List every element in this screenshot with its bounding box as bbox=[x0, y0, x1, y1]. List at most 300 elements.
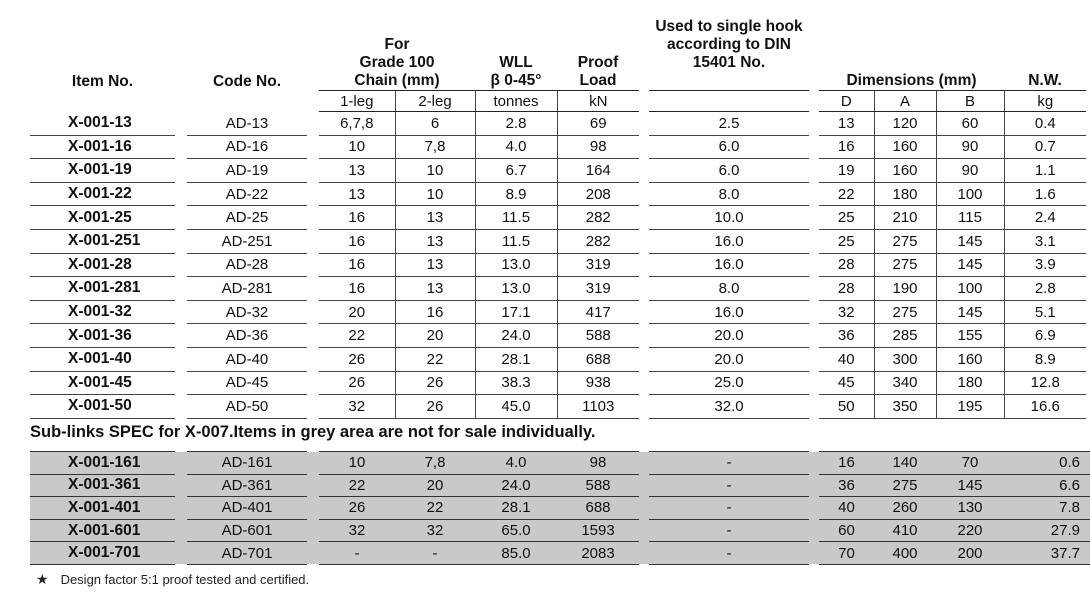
spacer-cell bbox=[639, 395, 649, 419]
cell-hook: 2.5 bbox=[649, 112, 809, 136]
table-row bbox=[30, 371, 1086, 395]
cell-leg2: 16 bbox=[395, 300, 475, 324]
spacer-cell bbox=[639, 519, 649, 542]
cell-wll: 13.0 bbox=[475, 277, 557, 301]
cell-a: 285 bbox=[874, 324, 936, 348]
spacer-cell bbox=[175, 324, 187, 348]
cell-code: AD-36 bbox=[187, 324, 307, 348]
cell-hook: 16.0 bbox=[649, 253, 809, 277]
sub-links-table bbox=[30, 451, 1090, 565]
unit-b: B bbox=[936, 91, 1004, 112]
cell-item: X-001-281 bbox=[30, 277, 175, 301]
cell-nw: 0.4 bbox=[1004, 112, 1086, 136]
cell-code: AD-40 bbox=[187, 347, 307, 371]
spacer-cell bbox=[175, 159, 187, 183]
spacer-cell bbox=[307, 542, 319, 565]
cell-b: 130 bbox=[936, 497, 1004, 520]
cell-leg2: 26 bbox=[395, 395, 475, 419]
cell-b: 100 bbox=[936, 277, 1004, 301]
cell-item: X-001-28 bbox=[30, 253, 175, 277]
cell-leg2: 20 bbox=[395, 474, 475, 497]
cell-wll: 4.0 bbox=[475, 135, 557, 159]
cell-wll: 28.1 bbox=[475, 497, 557, 520]
spacer-cell bbox=[307, 277, 319, 301]
cell-hook: 8.0 bbox=[649, 182, 809, 206]
cell-nw: 5.1 bbox=[1004, 300, 1086, 324]
cell-proof: 69 bbox=[557, 112, 639, 136]
unit-d: D bbox=[819, 91, 874, 112]
spacer-cell bbox=[175, 135, 187, 159]
cell-leg2: 20 bbox=[395, 324, 475, 348]
cell-d: 32 bbox=[819, 300, 874, 324]
cell-b: 180 bbox=[936, 371, 1004, 395]
spacer-cell bbox=[307, 206, 319, 230]
cell-proof: 319 bbox=[557, 253, 639, 277]
cell-b: 90 bbox=[936, 135, 1004, 159]
cell-d: 16 bbox=[819, 135, 874, 159]
cell-item: X-001-25 bbox=[30, 206, 175, 230]
cell-leg1: 32 bbox=[319, 519, 395, 542]
cell-item: X-001-251 bbox=[30, 229, 175, 253]
cell-code: AD-16 bbox=[187, 135, 307, 159]
cell-d: 25 bbox=[819, 229, 874, 253]
cell-a: 275 bbox=[874, 253, 936, 277]
cell-a: 190 bbox=[874, 277, 936, 301]
cell-wll: 4.0 bbox=[475, 452, 557, 475]
cell-d: 16 bbox=[819, 452, 874, 475]
cell-leg2: 7,8 bbox=[395, 135, 475, 159]
cell-proof: 98 bbox=[557, 452, 639, 475]
cell-a: 210 bbox=[874, 206, 936, 230]
spacer-cell bbox=[639, 324, 649, 348]
spacer-cell bbox=[307, 371, 319, 395]
cell-item: X-001-40 bbox=[30, 347, 175, 371]
cell-hook: - bbox=[649, 452, 809, 475]
sub-table-row bbox=[30, 542, 1090, 565]
spacer-cell bbox=[639, 347, 649, 371]
cell-wll: 28.1 bbox=[475, 347, 557, 371]
unit-kg: kg bbox=[1004, 91, 1086, 112]
cell-proof: 164 bbox=[557, 159, 639, 183]
cell-leg2: 22 bbox=[395, 497, 475, 520]
cell-code: AD-361 bbox=[187, 474, 307, 497]
cell-leg1: 26 bbox=[319, 371, 395, 395]
cell-leg2: 13 bbox=[395, 277, 475, 301]
cell-leg1: 13 bbox=[319, 182, 395, 206]
cell-b: 70 bbox=[936, 452, 1004, 475]
header-row bbox=[30, 16, 1086, 91]
cell-b: 145 bbox=[936, 474, 1004, 497]
cell-d: 40 bbox=[819, 497, 874, 520]
spacer-cell bbox=[809, 159, 819, 183]
cell-hook: - bbox=[649, 497, 809, 520]
spacer-cell bbox=[175, 253, 187, 277]
cell-b: 145 bbox=[936, 300, 1004, 324]
cell-hook: 20.0 bbox=[649, 347, 809, 371]
table-body bbox=[30, 112, 1086, 419]
cell-a: 140 bbox=[874, 452, 936, 475]
spacer-cell bbox=[639, 135, 649, 159]
cell-leg1: 32 bbox=[319, 395, 395, 419]
cell-wll: 17.1 bbox=[475, 300, 557, 324]
cell-proof: 282 bbox=[557, 229, 639, 253]
cell-wll: 2.8 bbox=[475, 112, 557, 136]
table-row bbox=[30, 324, 1086, 348]
spacer-cell bbox=[639, 182, 649, 206]
cell-leg1: 13 bbox=[319, 159, 395, 183]
cell-proof: 208 bbox=[557, 182, 639, 206]
code-no-header: Code No. bbox=[212, 72, 282, 90]
cell-leg2: 7,8 bbox=[395, 452, 475, 475]
cell-d: 70 bbox=[819, 542, 874, 565]
cell-nw: 12.8 bbox=[1004, 371, 1086, 395]
cell-leg2: - bbox=[395, 542, 475, 565]
cell-nw: 16.6 bbox=[1004, 395, 1086, 419]
cell-hook: 25.0 bbox=[649, 371, 809, 395]
nw-header: N.W. bbox=[1028, 72, 1062, 89]
cell-leg1: 16 bbox=[319, 206, 395, 230]
unit-2-leg: 2-leg bbox=[395, 91, 475, 112]
spacer-cell bbox=[809, 300, 819, 324]
cell-nw: 2.4 bbox=[1004, 206, 1086, 230]
cell-proof: 319 bbox=[557, 277, 639, 301]
spacer-cell bbox=[639, 206, 649, 230]
cell-d: 40 bbox=[819, 347, 874, 371]
cell-item: X-001-161 bbox=[30, 452, 175, 475]
footnote-text: Design factor 5:1 proof tested and certified. bbox=[60, 572, 310, 587]
cell-item: X-001-32 bbox=[30, 300, 175, 324]
cell-leg1: - bbox=[319, 542, 395, 565]
spacer-cell bbox=[639, 277, 649, 301]
proof-load-header: Proof Load bbox=[577, 54, 619, 89]
spacer-cell bbox=[809, 395, 819, 419]
cell-b: 220 bbox=[936, 519, 1004, 542]
cell-code: AD-701 bbox=[187, 542, 307, 565]
cell-b: 115 bbox=[936, 206, 1004, 230]
unit-hook bbox=[649, 91, 809, 112]
cell-leg2: 13 bbox=[395, 253, 475, 277]
cell-wll: 11.5 bbox=[475, 229, 557, 253]
cell-code: AD-45 bbox=[187, 371, 307, 395]
spacer-cell bbox=[307, 300, 319, 324]
cell-proof: 588 bbox=[557, 324, 639, 348]
cell-a: 275 bbox=[874, 229, 936, 253]
spacer-cell bbox=[809, 474, 819, 497]
cell-hook: 32.0 bbox=[649, 395, 809, 419]
cell-wll: 45.0 bbox=[475, 395, 557, 419]
cell-d: 25 bbox=[819, 206, 874, 230]
spacer-cell bbox=[175, 542, 187, 565]
cell-wll: 6.7 bbox=[475, 159, 557, 183]
cell-a: 410 bbox=[874, 519, 936, 542]
table-row bbox=[30, 112, 1086, 136]
table-row bbox=[30, 253, 1086, 277]
cell-nw: 37.7 bbox=[1004, 542, 1090, 565]
spacer-cell bbox=[809, 253, 819, 277]
spacer-cell bbox=[307, 182, 319, 206]
spacer-cell bbox=[175, 395, 187, 419]
cell-leg2: 6 bbox=[395, 112, 475, 136]
cell-wll: 38.3 bbox=[475, 371, 557, 395]
cell-a: 260 bbox=[874, 497, 936, 520]
cell-nw: 6.6 bbox=[1004, 474, 1090, 497]
table-row bbox=[30, 159, 1086, 183]
spacer-cell bbox=[639, 452, 649, 475]
table-row bbox=[30, 229, 1086, 253]
cell-item: X-001-22 bbox=[30, 182, 175, 206]
spacer-cell bbox=[809, 347, 819, 371]
spec-table bbox=[30, 16, 1086, 419]
cell-b: 195 bbox=[936, 395, 1004, 419]
cell-nw: 3.1 bbox=[1004, 229, 1086, 253]
dimensions-header: Dimensions (mm) bbox=[846, 72, 977, 89]
spacer-cell bbox=[175, 206, 187, 230]
item-no-header: Item No. bbox=[71, 72, 134, 90]
cell-a: 160 bbox=[874, 159, 936, 183]
spacer-cell bbox=[307, 324, 319, 348]
cell-code: AD-401 bbox=[187, 497, 307, 520]
spacer-cell bbox=[175, 347, 187, 371]
cell-wll: 85.0 bbox=[475, 542, 557, 565]
cell-leg1: 22 bbox=[319, 474, 395, 497]
cell-leg1: 10 bbox=[319, 452, 395, 475]
cell-proof: 1103 bbox=[557, 395, 639, 419]
cell-wll: 65.0 bbox=[475, 519, 557, 542]
spacer-cell bbox=[809, 519, 819, 542]
cell-nw: 3.9 bbox=[1004, 253, 1086, 277]
cell-code: AD-251 bbox=[187, 229, 307, 253]
cell-wll: 11.5 bbox=[475, 206, 557, 230]
cell-d: 50 bbox=[819, 395, 874, 419]
cell-proof: 417 bbox=[557, 300, 639, 324]
unit-proof: kN bbox=[557, 91, 639, 112]
spacer-cell bbox=[307, 497, 319, 520]
cell-proof: 938 bbox=[557, 371, 639, 395]
spacer-cell bbox=[809, 135, 819, 159]
spacer-cell bbox=[809, 371, 819, 395]
spacer-cell bbox=[639, 229, 649, 253]
cell-b: 155 bbox=[936, 324, 1004, 348]
spacer-cell bbox=[307, 159, 319, 183]
cell-hook: 8.0 bbox=[649, 277, 809, 301]
cell-nw: 27.9 bbox=[1004, 519, 1090, 542]
spacer-cell bbox=[175, 519, 187, 542]
cell-a: 350 bbox=[874, 395, 936, 419]
cell-code: AD-601 bbox=[187, 519, 307, 542]
spacer-cell bbox=[809, 206, 819, 230]
cell-code: AD-161 bbox=[187, 452, 307, 475]
unit-1-leg: 1-leg bbox=[319, 91, 395, 112]
sub-links-title: Sub-links SPEC for X-007.Items in grey area are not for sale individually. bbox=[30, 423, 596, 441]
spacer-cell bbox=[307, 253, 319, 277]
cell-item: X-001-701 bbox=[30, 542, 175, 565]
cell-hook: 16.0 bbox=[649, 300, 809, 324]
spacer-cell bbox=[307, 347, 319, 371]
spacer-cell bbox=[175, 229, 187, 253]
table-row bbox=[30, 277, 1086, 301]
cell-code: AD-25 bbox=[187, 206, 307, 230]
sub-table-row bbox=[30, 519, 1090, 542]
cell-leg2: 13 bbox=[395, 206, 475, 230]
sub-links-body bbox=[30, 452, 1090, 565]
cell-nw: 1.6 bbox=[1004, 182, 1086, 206]
spacer-cell bbox=[809, 497, 819, 520]
cell-wll: 24.0 bbox=[475, 474, 557, 497]
cell-d: 28 bbox=[819, 253, 874, 277]
spacer-cell bbox=[307, 135, 319, 159]
cell-a: 160 bbox=[874, 135, 936, 159]
cell-hook: 6.0 bbox=[649, 135, 809, 159]
cell-wll: 8.9 bbox=[475, 182, 557, 206]
spacer-cell bbox=[809, 112, 819, 136]
cell-item: X-001-401 bbox=[30, 497, 175, 520]
cell-leg2: 10 bbox=[395, 182, 475, 206]
chain-header: For Grade 100 Chain (mm) bbox=[354, 36, 440, 89]
star-icon: ★ bbox=[36, 571, 49, 587]
cell-nw: 6.9 bbox=[1004, 324, 1086, 348]
spacer-cell bbox=[639, 371, 649, 395]
cell-hook: 20.0 bbox=[649, 324, 809, 348]
spacer-cell bbox=[175, 474, 187, 497]
cell-a: 275 bbox=[874, 474, 936, 497]
cell-code: AD-32 bbox=[187, 300, 307, 324]
spacer-cell bbox=[809, 277, 819, 301]
cell-item: X-001-601 bbox=[30, 519, 175, 542]
spacer-cell bbox=[175, 182, 187, 206]
cell-leg2: 26 bbox=[395, 371, 475, 395]
footnote bbox=[36, 571, 309, 588]
cell-nw: 1.1 bbox=[1004, 159, 1086, 183]
cell-item: X-001-36 bbox=[30, 324, 175, 348]
spacer-cell bbox=[639, 474, 649, 497]
cell-leg2: 13 bbox=[395, 229, 475, 253]
cell-nw: 2.8 bbox=[1004, 277, 1086, 301]
cell-a: 180 bbox=[874, 182, 936, 206]
spacer-cell bbox=[809, 182, 819, 206]
cell-item: X-001-361 bbox=[30, 474, 175, 497]
cell-a: 275 bbox=[874, 300, 936, 324]
spacer-cell bbox=[175, 497, 187, 520]
unit-a: A bbox=[874, 91, 936, 112]
cell-leg1: 16 bbox=[319, 253, 395, 277]
cell-d: 22 bbox=[819, 182, 874, 206]
table-row bbox=[30, 182, 1086, 206]
spacer-cell bbox=[175, 112, 187, 136]
cell-wll: 13.0 bbox=[475, 253, 557, 277]
cell-leg2: 10 bbox=[395, 159, 475, 183]
cell-d: 45 bbox=[819, 371, 874, 395]
cell-hook: - bbox=[649, 519, 809, 542]
cell-hook: 16.0 bbox=[649, 229, 809, 253]
units-row bbox=[30, 91, 1086, 112]
cell-nw: 0.6 bbox=[1004, 452, 1090, 475]
spacer-cell bbox=[307, 229, 319, 253]
cell-b: 160 bbox=[936, 347, 1004, 371]
cell-item: X-001-16 bbox=[30, 135, 175, 159]
spacer-cell bbox=[175, 300, 187, 324]
cell-leg1: 10 bbox=[319, 135, 395, 159]
cell-hook: 10.0 bbox=[649, 206, 809, 230]
spacer-cell bbox=[175, 277, 187, 301]
cell-hook: - bbox=[649, 474, 809, 497]
cell-d: 28 bbox=[819, 277, 874, 301]
cell-item: X-001-45 bbox=[30, 371, 175, 395]
cell-wll: 24.0 bbox=[475, 324, 557, 348]
cell-proof: 98 bbox=[557, 135, 639, 159]
spacer-cell bbox=[307, 519, 319, 542]
table-row bbox=[30, 347, 1086, 371]
spacer-cell bbox=[809, 324, 819, 348]
spacer-cell bbox=[639, 159, 649, 183]
cell-proof: 688 bbox=[557, 347, 639, 371]
cell-leg1: 16 bbox=[319, 229, 395, 253]
cell-proof: 688 bbox=[557, 497, 639, 520]
cell-hook: - bbox=[649, 542, 809, 565]
cell-a: 300 bbox=[874, 347, 936, 371]
cell-leg1: 16 bbox=[319, 277, 395, 301]
cell-d: 19 bbox=[819, 159, 874, 183]
cell-b: 145 bbox=[936, 229, 1004, 253]
table-row bbox=[30, 395, 1086, 419]
cell-d: 36 bbox=[819, 324, 874, 348]
cell-hook: 6.0 bbox=[649, 159, 809, 183]
spacer-cell bbox=[639, 300, 649, 324]
cell-leg1: 20 bbox=[319, 300, 395, 324]
spacer-cell bbox=[639, 253, 649, 277]
cell-leg2: 22 bbox=[395, 347, 475, 371]
cell-proof: 588 bbox=[557, 474, 639, 497]
cell-code: AD-19 bbox=[187, 159, 307, 183]
cell-code: AD-13 bbox=[187, 112, 307, 136]
cell-code: AD-28 bbox=[187, 253, 307, 277]
spacer-cell bbox=[175, 452, 187, 475]
spacer-cell bbox=[639, 542, 649, 565]
cell-nw: 7.8 bbox=[1004, 497, 1090, 520]
cell-code: AD-50 bbox=[187, 395, 307, 419]
cell-b: 60 bbox=[936, 112, 1004, 136]
spacer-cell bbox=[639, 497, 649, 520]
cell-b: 200 bbox=[936, 542, 1004, 565]
cell-a: 120 bbox=[874, 112, 936, 136]
cell-leg1: 26 bbox=[319, 347, 395, 371]
spacer-cell bbox=[809, 542, 819, 565]
cell-d: 60 bbox=[819, 519, 874, 542]
table-row bbox=[30, 300, 1086, 324]
cell-code: AD-22 bbox=[187, 182, 307, 206]
spacer-cell bbox=[639, 112, 649, 136]
cell-item: X-001-50 bbox=[30, 395, 175, 419]
spacer-cell bbox=[809, 229, 819, 253]
wll-header: WLL β 0-45° bbox=[490, 54, 542, 89]
cell-leg2: 32 bbox=[395, 519, 475, 542]
cell-nw: 8.9 bbox=[1004, 347, 1086, 371]
sub-table-row bbox=[30, 452, 1090, 475]
cell-item: X-001-13 bbox=[30, 112, 175, 136]
cell-proof: 2083 bbox=[557, 542, 639, 565]
cell-a: 340 bbox=[874, 371, 936, 395]
cell-b: 90 bbox=[936, 159, 1004, 183]
cell-leg1: 26 bbox=[319, 497, 395, 520]
table-row bbox=[30, 135, 1086, 159]
hook-header: Used to single hook according to DIN 15401 No. bbox=[655, 18, 803, 71]
spacer-cell bbox=[307, 112, 319, 136]
spacer-cell bbox=[307, 395, 319, 419]
cell-d: 13 bbox=[819, 112, 874, 136]
cell-proof: 1593 bbox=[557, 519, 639, 542]
cell-item: X-001-19 bbox=[30, 159, 175, 183]
spacer-cell bbox=[809, 452, 819, 475]
cell-leg1: 6,7,8 bbox=[319, 112, 395, 136]
